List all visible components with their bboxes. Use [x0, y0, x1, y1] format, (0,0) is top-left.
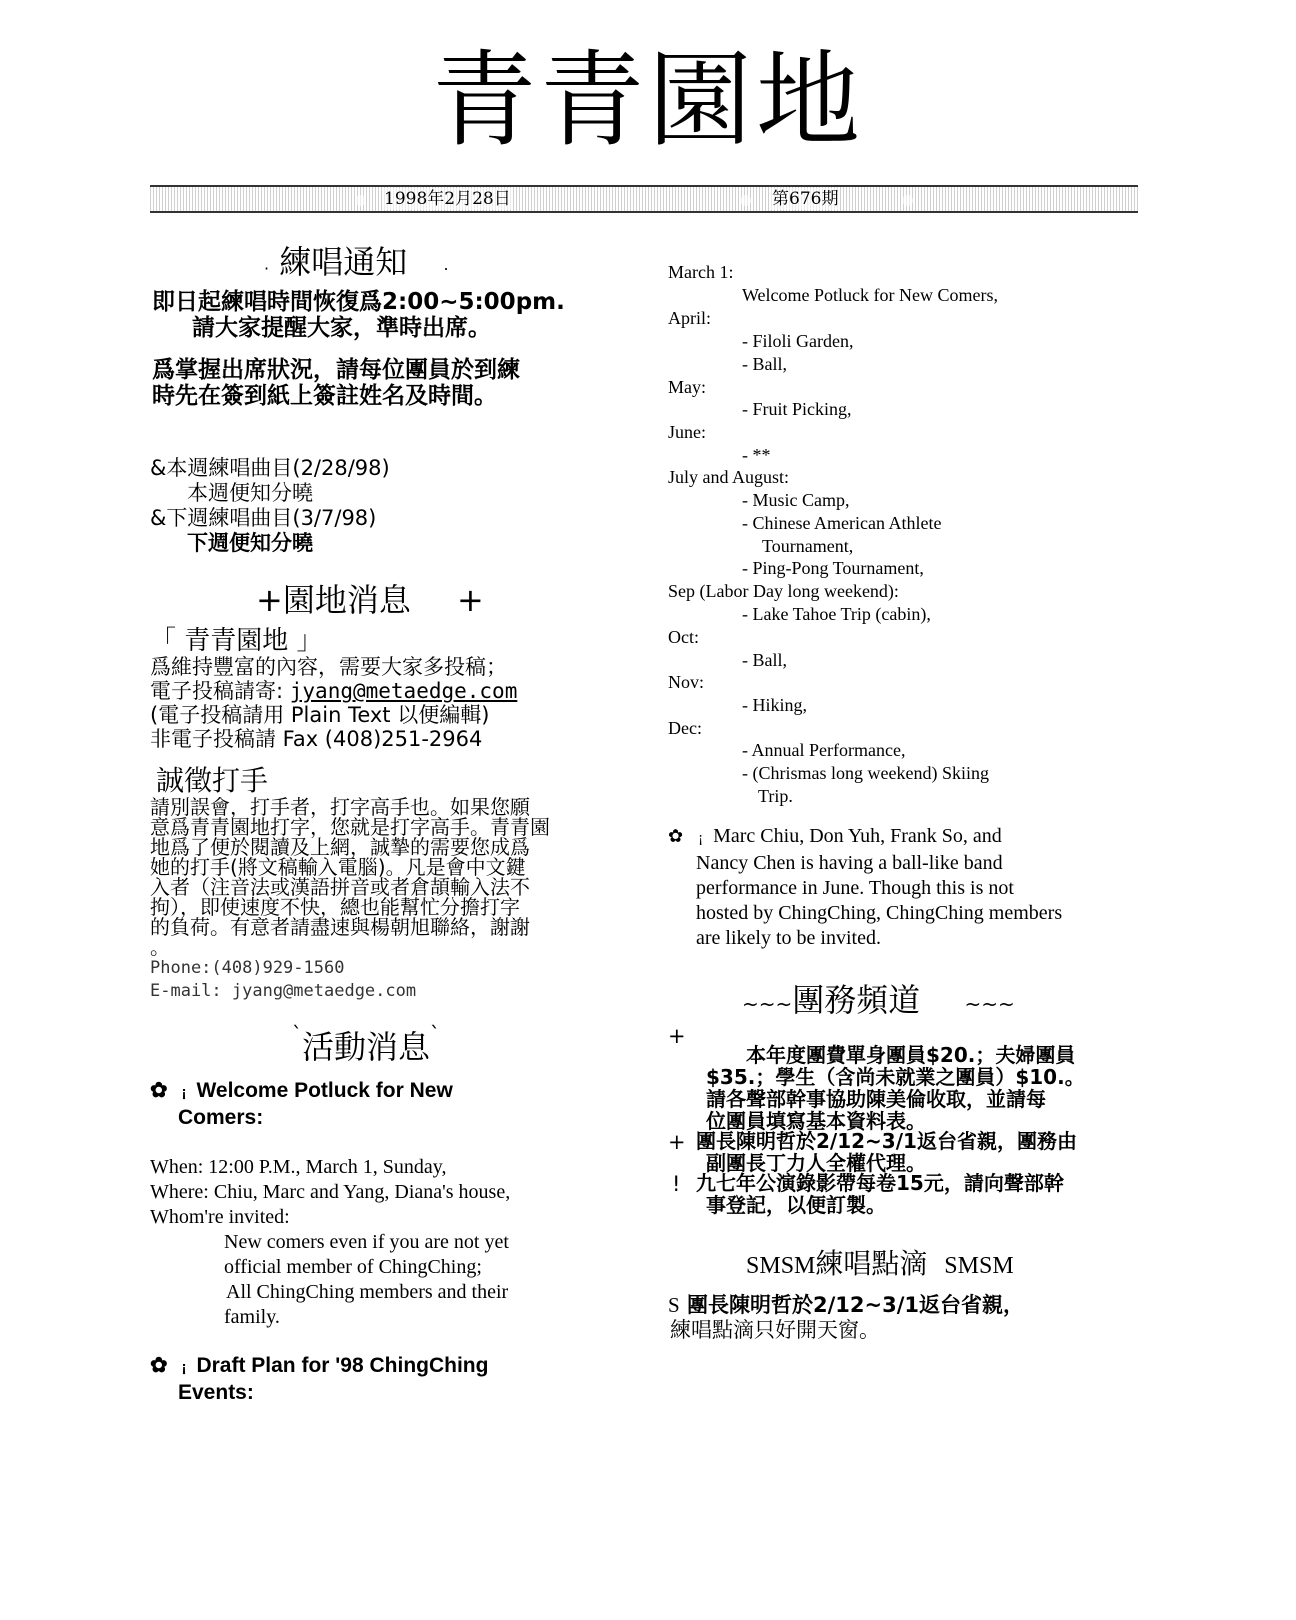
this-week-note: 本週便知分曉	[187, 481, 313, 505]
inverted-exclamation-icon: ¡	[698, 830, 704, 846]
typist-title: 誠徵打手	[156, 764, 269, 797]
garden-name: 「 青青園地 」	[150, 626, 323, 656]
band-note-line-3: performance in June. Though this is not	[696, 877, 1014, 899]
event-item-2-title: ✿ ¡ Draft Plan for '98 ChingChing	[150, 1354, 489, 1377]
bullet-icon	[355, 195, 366, 206]
inverted-exclamation-icon: ¡	[181, 1084, 187, 1101]
event-whom: Whom're invited:	[150, 1206, 290, 1228]
drops-line-2: 練唱點滴只好開天窗。	[670, 1318, 880, 1342]
drops-title: SMSM練唱點滴 SMSM	[746, 1247, 1014, 1280]
event-item-1-title: ✿ ¡ Welcome Potluck for New	[150, 1079, 453, 1102]
garden-line-4: 非電子投稿請 Fax (408)251-2964	[150, 727, 483, 751]
garden-line-3: (電子投稿請用 Plain Text 以便編輯)	[150, 703, 490, 727]
affairs-video-1: 九七年公演錄影帶每卷15元，請向聲部幹	[696, 1171, 1064, 1195]
event-invite-1: New comers even if you are not yet	[224, 1231, 509, 1253]
flower-icon: ✿	[150, 1079, 168, 1102]
event-where: Where: Chiu, Marc and Yang, Diana's house,	[150, 1181, 511, 1203]
rehearsal-title: . 練唱通知 .	[264, 243, 449, 281]
garden-line-2: 電子投稿請寄: jyang@metaedge.com	[150, 679, 518, 703]
plan-item: Tournament,	[762, 536, 854, 556]
typist-phone: Phone:(408)929-1560	[150, 958, 345, 978]
garden-line-1: 爲維持豐富的內容，需要大家多投稿；	[150, 655, 507, 679]
garden-news-title: +園地消息 +	[256, 581, 484, 619]
plan-item: Sep (Labor Day long weekend):	[668, 581, 899, 601]
plan-item: June:	[668, 422, 706, 442]
affairs-video-2: 事登記，以便訂製。	[706, 1193, 886, 1217]
band-note-line-2: Nancy Chen is having a ball-like band	[696, 852, 1003, 874]
band-note-line-5: are likely to be invited.	[696, 927, 881, 949]
next-week-note: 下週便知分曉	[187, 531, 313, 555]
events-title: `活動消息`	[292, 1022, 441, 1066]
band-note-line-1: ✿ ¡ Marc Chiu, Don Yuh, Frank So, and	[668, 825, 1002, 847]
rehearsal-time: 即日起練唱時間恢復爲2:00~5:00pm.	[152, 289, 565, 315]
plan-item: - Chinese American Athlete	[742, 513, 942, 533]
plan-item: Nov:	[668, 672, 704, 692]
bullet-icon	[740, 195, 751, 206]
plan-item: - Filoli Garden,	[742, 331, 854, 351]
event-item-1-title-cont: Comers:	[178, 1106, 264, 1129]
plan-item: - Music Camp,	[742, 490, 850, 510]
plan-item: - Hiking,	[742, 695, 807, 715]
plan-item: - Ball,	[742, 650, 787, 670]
event-invite-4: family.	[224, 1306, 280, 1328]
typist-email: E-mail: jyang@metaedge.com	[150, 981, 417, 1001]
band-note-line-4: hosted by ChingChing, ChingChing members	[696, 902, 1063, 924]
attendance-note-1: 爲掌握出席狀況，請每位團員於到練	[152, 357, 520, 383]
flower-icon: ✿	[668, 826, 684, 847]
date-band	[150, 185, 1138, 213]
affairs-leader-2: 副團長丁力人全權代理。	[706, 1151, 926, 1175]
affairs-fee-1: 本年度團費單身團員$20.；夫婦團員	[746, 1043, 1076, 1067]
plan-item: Oct:	[668, 627, 699, 647]
affairs-marker: +	[668, 1024, 686, 1048]
issue-number: 第676期	[772, 189, 839, 209]
event-invite-3: All ChingChing members and their	[226, 1281, 509, 1303]
event-when: When: 12:00 P.M., March 1, Sunday,	[150, 1156, 447, 1178]
affairs-fee-2: $35.；學生（含尚未就業之團員）$10.。	[706, 1065, 1085, 1089]
drops-line-1: S 團長陳明哲於2/12~3/1返台省親，	[668, 1293, 1024, 1317]
affairs-marker: !	[672, 1172, 681, 1196]
email-link[interactable]: jyang@metaedge.com	[289, 679, 518, 703]
this-week-songs: &本週練唱曲目(2/28/98)	[150, 456, 390, 480]
flower-icon: ✿	[150, 1354, 168, 1377]
affairs-title: ~~~團務頻道 ~~~	[742, 981, 1015, 1019]
masthead-title: 青青園地	[431, 39, 864, 161]
plan-item: May:	[668, 377, 706, 397]
plan-item: - (Chrismas long weekend) Skiing	[742, 763, 989, 783]
bullet-icon	[902, 195, 913, 206]
plan-item: - **	[742, 445, 771, 465]
plan-item: - Ball,	[742, 354, 787, 374]
attendance-note-2: 時先在簽到紙上簽註姓名及時間。	[152, 383, 497, 409]
plan-item: - Annual Performance,	[742, 740, 906, 760]
plan-item: Trip.	[758, 786, 793, 806]
plan-item: - Fruit Picking,	[742, 399, 852, 419]
plan-item: April:	[668, 308, 711, 328]
rehearsal-reminder: 請大家提醒大家，準時出席。	[192, 315, 491, 341]
plan-item: March 1:	[668, 262, 734, 282]
plan-item: - Ping-Pong Tournament,	[742, 558, 924, 578]
plan-item: Welcome Potluck for New Comers,	[742, 285, 998, 305]
plan-item: Dec:	[668, 718, 702, 738]
next-week-songs: &下週練唱曲目(3/7/98)	[150, 506, 377, 530]
typist-body: 請別誤會，打手者，打字高手也。如果您願 意爲青青園地打字，您就是打字高手。青青園 地爲了便於閱讀及上網，誠摯的需要您成爲 她的打手(將文稿輸入電腦)。凡是會中文鍵 入者（注音法或漢語拼音或者倉頡輸入法不 拘），即使速度不快，總也能幫忙分擔打字 的負荷。有意者請盡速與楊朝旭聯絡，謝謝 。	[150, 795, 550, 959]
issue-date: 1998年2月28日	[384, 189, 511, 209]
affairs-fee-4: 位團員填寫基本資料表。	[706, 1109, 926, 1133]
affairs-marker: +	[668, 1130, 686, 1154]
inverted-exclamation-icon: ¡	[181, 1359, 187, 1376]
affairs-fee-3: 請各聲部幹事協助陳美倫收取，並請每	[706, 1087, 1046, 1111]
affairs-leader-1: 團長陳明哲於2/12~3/1返台省親，團務由	[696, 1129, 1077, 1153]
event-item-2-title-cont: Events:	[178, 1381, 254, 1404]
plan-item: - Lake Tahoe Trip (cabin),	[742, 604, 931, 624]
plan-item: July and August:	[668, 467, 790, 487]
event-invite-2: official member of ChingChing;	[224, 1256, 482, 1278]
